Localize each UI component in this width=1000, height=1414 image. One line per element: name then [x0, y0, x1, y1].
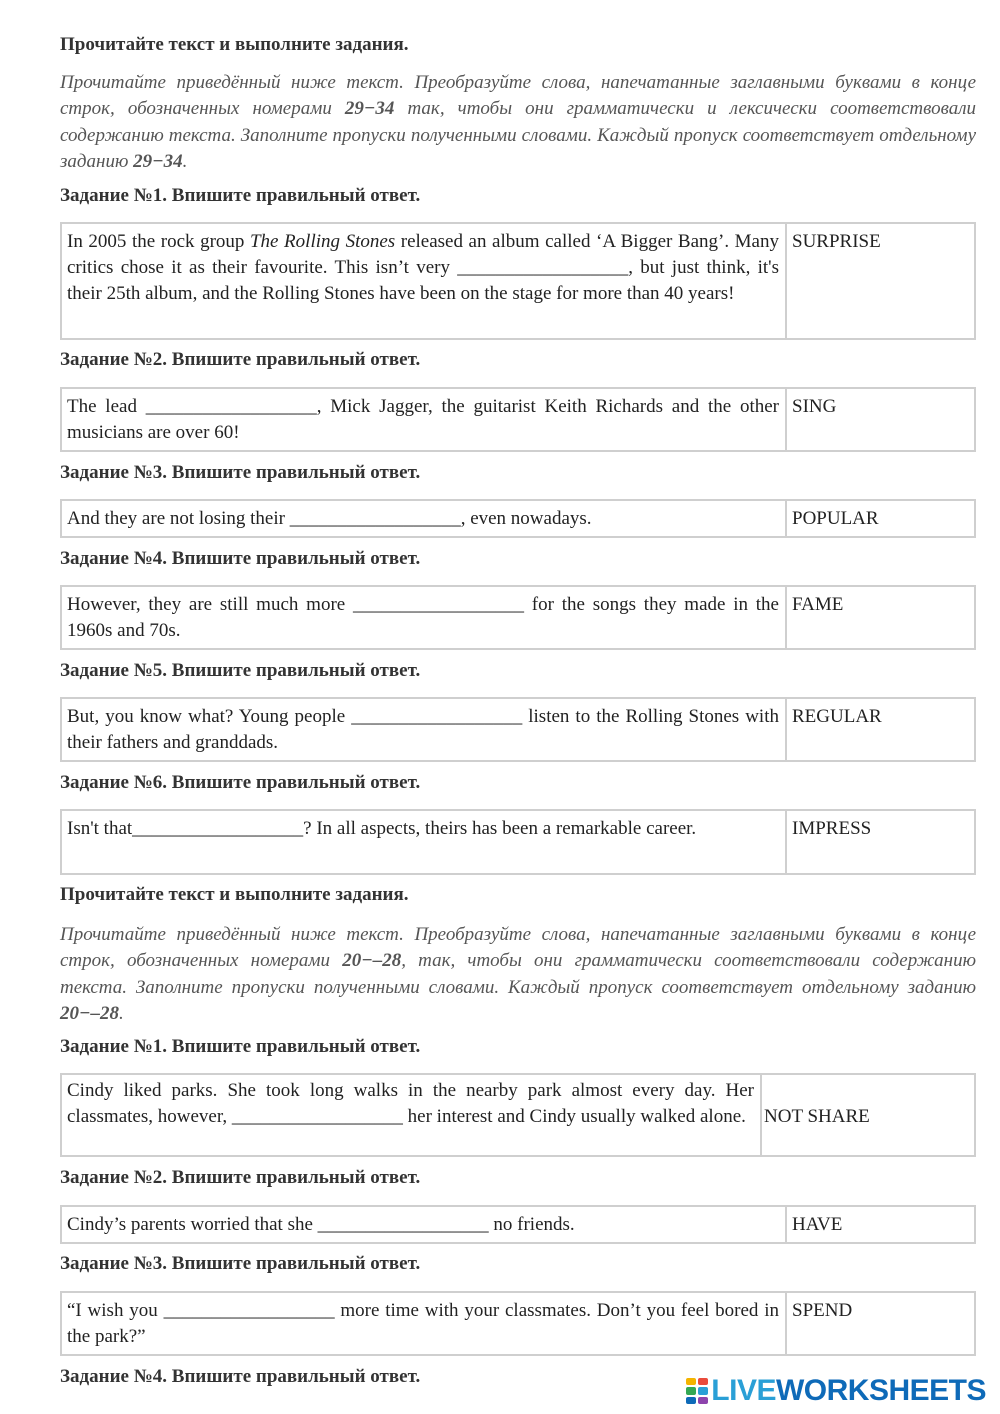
keyword: IMPRESS	[792, 818, 872, 839]
task-row	[60, 1205, 976, 1244]
task-sentence: But, you know what? Young people __________________ listen to the Rolling Stones with their fathers and granddads.	[62, 699, 787, 760]
task-row	[60, 222, 976, 340]
answer-blank[interactable]: __________________	[145, 396, 317, 417]
task-title: Задание №1. Впишите правильный ответ.	[60, 185, 421, 206]
task-row	[60, 809, 976, 875]
task-row	[60, 1073, 976, 1157]
answer-blank[interactable]: __________________	[289, 508, 461, 529]
task-title: Задание №4. Впишите правильный ответ.	[60, 548, 421, 569]
task-title: Задание №4. Впишите правильный ответ.	[60, 1366, 421, 1387]
answer-blank[interactable]: __________________	[351, 706, 523, 727]
brand-live: LIVE	[711, 1374, 776, 1407]
liveworksheets-logo-icon	[686, 1378, 708, 1404]
keyword: REGULAR	[792, 706, 882, 727]
answer-blank[interactable]: __________________	[317, 1214, 489, 1235]
brand-worksheets: WORKSHEETS	[775, 1374, 986, 1407]
section1-heading: Прочитайте текст и выполните задания.	[60, 34, 409, 55]
task-title: Задание №1. Впишите правильный ответ.	[60, 1036, 421, 1057]
task-row	[60, 697, 976, 762]
task-sentence: And they are not losing their __________________, even nowadays.	[62, 501, 787, 536]
answer-blank[interactable]: __________________	[163, 1300, 335, 1321]
task-sentence: Cindy liked parks. She took long walks in the nearby park almost every day. Her classmates, however, __________________ her interest and Cindy usually walked alone.	[62, 1075, 762, 1155]
task-title: Задание №3. Впишите правильный ответ.	[60, 1253, 421, 1274]
answer-blank[interactable]: __________________	[457, 257, 629, 278]
keyword: NOT SHARE	[764, 1106, 870, 1127]
task-title: Задание №2. Впишите правильный ответ.	[60, 349, 421, 370]
task-sentence: However, they are still much more __________________ for the songs they made in the 1960s and 70s.	[62, 587, 787, 648]
task-sentence: “I wish you __________________ more time with your classmates. Don’t you feel bored in the park?”	[62, 1293, 787, 1354]
answer-blank[interactable]: __________________	[231, 1106, 403, 1127]
task-row	[60, 1291, 976, 1356]
task-title: Задание №3. Впишите правильный ответ.	[60, 462, 421, 483]
task-title: Задание №5. Впишите правильный ответ.	[60, 660, 421, 681]
task-row	[60, 387, 976, 452]
task-title: Задание №6. Впишите правильный ответ.	[60, 772, 421, 793]
task-sentence: In 2005 the rock group The Rolling Stones released an album called ‘A Bigger Bang’. Many critics chose it as their favourite. This isn’t very __________________, but just think, it's their 25th album, and the Rolling Stones have been on the stage for more than 40 years!	[62, 224, 787, 338]
answer-blank[interactable]: __________________	[132, 818, 304, 839]
section2-instructions: Прочитайте приведённый ниже текст. Преобразуйте слова, напечатанные заглавными буквами в конце строк, обозначенных номерами 20−–28, так, чтобы они грамматически соответствовали содержанию текста. Заполните пропуски полученными словами. Каждый пропуск соответствует отдельному заданию 20−–28.	[60, 924, 976, 1024]
keyword: SURPRISE	[792, 231, 881, 252]
keyword: SPEND	[792, 1300, 853, 1321]
keyword: FAME	[792, 594, 844, 615]
task-row	[60, 585, 976, 650]
keyword: HAVE	[792, 1214, 843, 1235]
section2-heading: Прочитайте текст и выполните задания.	[60, 884, 409, 905]
keyword: POPULAR	[792, 508, 879, 529]
section1-instructions: Прочитайте приведённый ниже текст. Преобразуйте слова, напечатанные заглавными буквами в конце строк, обозначенных номерами 29−34 так, чтобы они грамматически и лексически соответствовали содержанию текста. Заполните пропуски полученными словами. Каждый пропуск соответствует отдельному заданию 29−34.	[60, 72, 976, 172]
keyword: SING	[792, 396, 837, 417]
task-sentence: Isn't that__________________? In all aspects, theirs has been a remarkable career.	[62, 811, 787, 873]
answer-blank[interactable]: __________________	[353, 594, 524, 615]
task-sentence: Cindy’s parents worried that she __________________ no friends.	[62, 1207, 787, 1242]
task-row	[60, 499, 976, 538]
task-title: Задание №2. Впишите правильный ответ.	[60, 1167, 421, 1188]
liveworksheets-logo[interactable]	[686, 1374, 986, 1408]
task-sentence: The lead __________________, Mick Jagger, the guitarist Keith Richards and the other musicians are over 60!	[62, 389, 787, 450]
